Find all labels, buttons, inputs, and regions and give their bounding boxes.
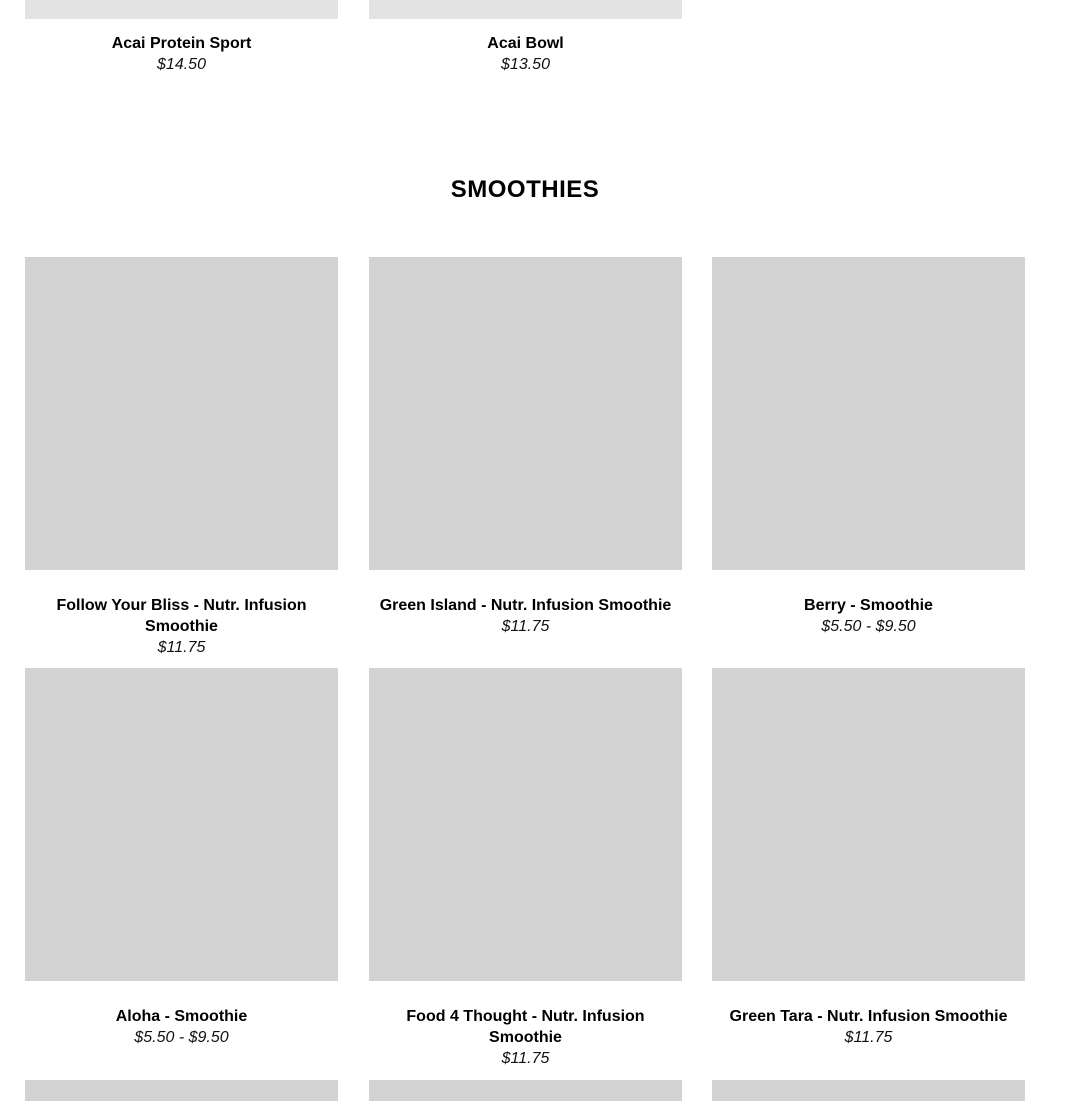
product-card[interactable] — [712, 668, 1025, 1048]
product-image-partial[interactable] — [25, 1080, 338, 1101]
product-price: $14.50 — [157, 56, 206, 73]
product-price: $13.50 — [501, 56, 550, 73]
product-name[interactable]: Green Island - Nutr. Infusion Smoothie — [379, 597, 672, 614]
product-card-acai-bowl[interactable] — [369, 0, 682, 75]
product-name[interactable]: Acai Bowl — [487, 35, 564, 52]
product-name[interactable]: Green Tara - Nutr. Infusion Smoothie — [729, 1008, 1008, 1025]
product-image[interactable] — [712, 668, 1025, 981]
product-price: $5.50 - $9.50 — [134, 1029, 229, 1046]
product-card[interactable] — [712, 257, 1025, 637]
product-price: $11.75 — [501, 1050, 550, 1067]
product-card[interactable] — [369, 668, 682, 1069]
product-card[interactable] — [25, 257, 338, 658]
product-image[interactable] — [712, 257, 1025, 570]
product-card[interactable] — [369, 257, 682, 637]
product-name[interactable]: Berry - Smoothie — [804, 597, 933, 614]
product-image[interactable] — [25, 257, 338, 570]
product-card[interactable] — [25, 668, 338, 1048]
product-name[interactable]: Food 4 Thought - Nutr. Infusion Smoothie — [406, 1008, 645, 1046]
product-image[interactable] — [25, 668, 338, 981]
product-name[interactable]: Acai Protein Sport — [111, 35, 252, 52]
product-price: $11.75 — [157, 639, 206, 656]
product-name[interactable]: Follow Your Bliss - Nutr. Infusion Smoothie — [56, 597, 307, 635]
product-image-partial[interactable] — [369, 1080, 682, 1101]
product-image[interactable] — [369, 0, 682, 19]
product-name[interactable]: Aloha - Smoothie — [115, 1008, 248, 1025]
product-price: $11.75 — [501, 618, 550, 635]
product-image[interactable] — [369, 257, 682, 570]
product-price: $5.50 - $9.50 — [821, 618, 916, 635]
section-title: SMOOTHIES — [450, 176, 600, 203]
product-card-acai-protein-sport[interactable] — [25, 0, 338, 75]
product-image-partial[interactable] — [712, 1080, 1025, 1101]
product-image[interactable] — [369, 668, 682, 981]
product-price: $11.75 — [844, 1029, 893, 1046]
product-image[interactable] — [25, 0, 338, 19]
